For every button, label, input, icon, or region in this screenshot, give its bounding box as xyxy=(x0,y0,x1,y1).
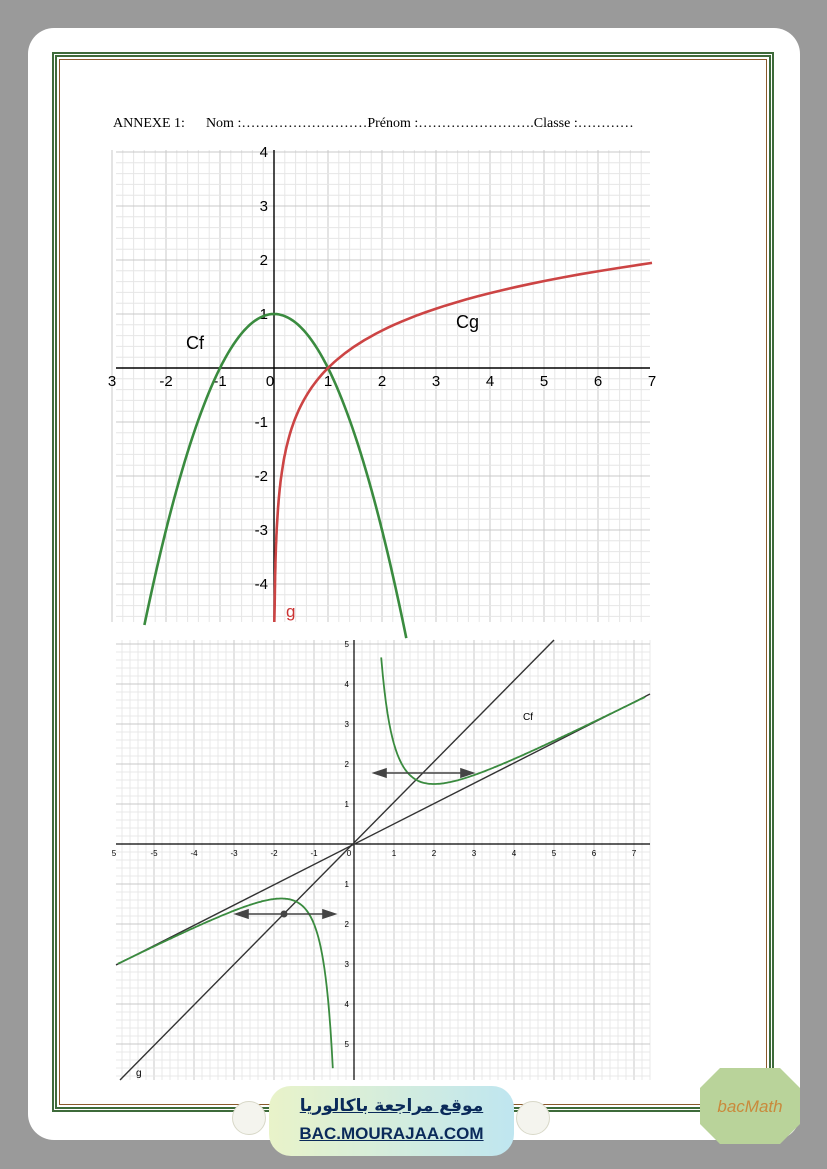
y-tick-label: 2 xyxy=(259,252,268,269)
banner-url[interactable]: BAC.MOURAJAA.COM xyxy=(299,1124,484,1143)
student-fields: Nom :………………………Prénom :…………………….Classe :………… xyxy=(205,116,634,131)
label-g: g xyxy=(286,602,296,621)
y-tick-label: 4 xyxy=(259,144,268,161)
label-cg: Cg xyxy=(456,312,480,332)
x-tick-label: 2 xyxy=(377,373,387,390)
y-tick-label: -4 xyxy=(254,576,268,593)
y-tick-label: 5 xyxy=(344,1040,349,1049)
x-tick-label: 3 xyxy=(107,373,117,390)
banner-arabic-text: موقع مراجعة باكالوريا xyxy=(299,1096,484,1116)
y-tick-label: 1 xyxy=(344,880,349,889)
site-logo-right xyxy=(516,1101,550,1135)
x-tick-label: 7 xyxy=(647,373,657,390)
y-tick-label: 3 xyxy=(344,960,349,969)
x-tick-label: -4 xyxy=(190,849,198,858)
annex-title: ANNEXE 1: xyxy=(113,116,185,131)
x-tick-label: -3 xyxy=(230,849,238,858)
y-tick-label: -3 xyxy=(254,522,268,539)
y-tick-label: 2 xyxy=(344,760,349,769)
x-tick-label: 6 xyxy=(591,849,597,858)
y-tick-label: -1 xyxy=(254,414,268,431)
x-tick-label: 4 xyxy=(511,849,517,858)
x-tick-label: 2 xyxy=(431,849,437,858)
x-tick-label: 3 xyxy=(431,373,441,390)
x-tick-label: 7 xyxy=(631,849,637,858)
badge-text: bacMath xyxy=(717,1097,783,1116)
x-tick-label: 6 xyxy=(593,373,603,390)
site-logo-left xyxy=(232,1101,266,1135)
y-tick-label: 4 xyxy=(344,1000,349,1009)
x-tick-label: -2 xyxy=(159,373,173,390)
y-tick-label: 3 xyxy=(344,720,349,729)
label-cf: Cf xyxy=(186,333,204,353)
graph-2-grid xyxy=(116,640,650,1080)
y-tick-label: 2 xyxy=(344,920,349,929)
x-tick-label: 1 xyxy=(391,849,397,858)
bacmath-badge xyxy=(698,1066,802,1146)
x-tick-label: 3 xyxy=(471,849,477,858)
annex-header xyxy=(113,116,634,132)
x-tick-label: -5 xyxy=(150,849,158,858)
y-tick-label: 1 xyxy=(259,306,268,323)
x-tick-label: -2 xyxy=(270,849,278,858)
y-tick-label: -2 xyxy=(254,468,268,485)
x-tick-label: 0 xyxy=(346,849,352,858)
graph-1 xyxy=(107,144,657,622)
x-tick-label: 5 xyxy=(551,849,557,858)
footer-banner[interactable] xyxy=(269,1086,514,1156)
y-tick-label: 1 xyxy=(344,800,349,809)
x-tick-label: 1 xyxy=(323,373,333,390)
x-tick-label: -1 xyxy=(310,849,318,858)
y-tick-label: 4 xyxy=(344,680,349,689)
y-tick-label: 3 xyxy=(259,198,268,215)
y-tick-label: 5 xyxy=(344,640,349,649)
x-tick-label: 0 xyxy=(265,373,275,390)
label-cf-2: Cf xyxy=(523,712,533,723)
graph-2 xyxy=(111,640,650,1080)
x-tick-label: -1 xyxy=(213,373,227,390)
point-marker xyxy=(281,911,288,918)
x-tick-label: 4 xyxy=(485,373,495,390)
x-tick-label: 5 xyxy=(111,849,117,858)
label-g-2: g xyxy=(136,1068,142,1079)
x-tick-label: 5 xyxy=(539,373,549,390)
